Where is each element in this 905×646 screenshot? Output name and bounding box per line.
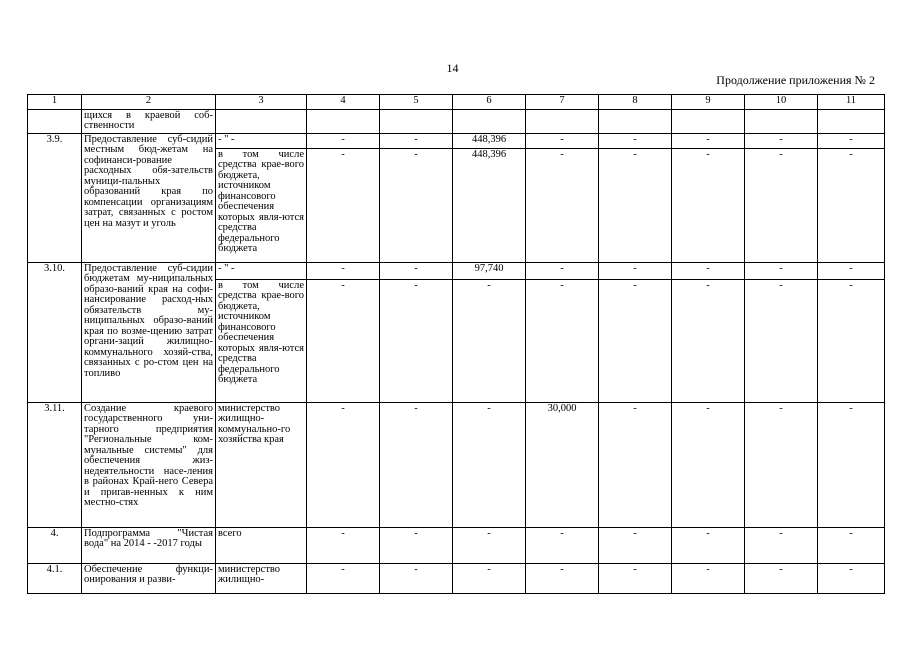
year-value: - [599, 563, 672, 593]
header-cell: 1 [28, 95, 82, 110]
year-value: - [672, 527, 745, 563]
year-value: - [307, 262, 380, 279]
year-value: 97,740 [453, 262, 526, 279]
year-value: - [307, 133, 380, 148]
year-value: - [818, 279, 885, 402]
page-number: 14 [446, 61, 459, 75]
year-value: - [307, 527, 380, 563]
header-row [28, 95, 885, 110]
year-value: - [599, 527, 672, 563]
year-value: - [453, 563, 526, 593]
funding-source: министерство жилищно- [216, 563, 307, 593]
header-cell: 8 [599, 95, 672, 110]
funding-source: в том числе средства крае-вого бюджета, источником финансового обеспечения которых явля-ются средства федерального бюджета [216, 148, 307, 262]
year-value [672, 109, 745, 133]
funding-source: - " - [216, 133, 307, 148]
budget-table [27, 94, 885, 594]
year-value: - [818, 262, 885, 279]
measure-name: Подпрограмма "Чистая вода" на 2014 - -2017 годы [82, 527, 216, 563]
page-crop [0, 606, 905, 646]
year-value: - [745, 563, 818, 593]
continuation-label: Продолжение приложения № 2 [716, 73, 875, 87]
year-value: - [526, 563, 599, 593]
year-value: - [380, 133, 453, 148]
year-value [453, 109, 526, 133]
header-cell: 5 [380, 95, 453, 110]
year-value [599, 109, 672, 133]
year-value: - [672, 402, 745, 527]
year-value: 448,396 [453, 148, 526, 262]
funding-source: - " - [216, 262, 307, 279]
year-value [526, 109, 599, 133]
year-value: - [526, 527, 599, 563]
year-value: - [599, 402, 672, 527]
table-row [28, 133, 885, 148]
header-cell: 9 [672, 95, 745, 110]
year-value: - [745, 527, 818, 563]
table-row [28, 402, 885, 527]
header-cell: 3 [216, 95, 307, 110]
year-value: - [672, 262, 745, 279]
year-value: 30,000 [526, 402, 599, 527]
year-value: - [818, 133, 885, 148]
year-value [818, 109, 885, 133]
row-number: 3.10. [28, 262, 82, 402]
year-value: - [745, 402, 818, 527]
year-value: - [380, 148, 453, 262]
year-value: - [380, 262, 453, 279]
header-cell: 6 [453, 95, 526, 110]
funding-source: министерство жилищно-коммунально-го хозяйства края [216, 402, 307, 527]
year-value: - [307, 279, 380, 402]
year-value: - [453, 527, 526, 563]
year-value: - [818, 402, 885, 527]
funding-source: в том числе средства крае-вого бюджета, источником финансового обеспечения которых явля-ются средства федерального бюджета [216, 279, 307, 402]
year-value: - [453, 402, 526, 527]
year-value: - [818, 148, 885, 262]
year-value: - [745, 148, 818, 262]
measure-name: Создание краевого государственного уни-тарного предприятия "Региональные ком-мунальные системы" для обеспечения жиз-недеятельности насе-ления в районах Край-него Севера и приrав-ненных к ним местно-стях [82, 402, 216, 527]
year-value: - [380, 279, 453, 402]
year-value: - [599, 148, 672, 262]
year-value: - [599, 279, 672, 402]
year-value: - [672, 279, 745, 402]
year-value: - [307, 402, 380, 527]
year-value: - [672, 563, 745, 593]
header-cell: 11 [818, 95, 885, 110]
year-value: 448,396 [453, 133, 526, 148]
year-value: - [380, 402, 453, 527]
table-row [28, 527, 885, 563]
year-value: - [307, 148, 380, 262]
year-value: - [745, 262, 818, 279]
table-row [28, 563, 885, 593]
table-row [28, 262, 885, 279]
measure-name: Обеспечение функци-онирования и разви- [82, 563, 216, 593]
measure-name: Предоставление суб-сидии бюджетам му-ниципальных образо-ваний края на софи-нансирование расход-ных обязательств му-ниципальных образо-ваний края по возме-щению затрат органи-заций жилищно-коммунального хозяй-ства, связанных с ро-стом цен на топливо [82, 262, 216, 402]
year-value: - [599, 133, 672, 148]
funding-source: всего [216, 527, 307, 563]
row-number [28, 109, 82, 133]
measure-name: Предоставление суб-сидий местным бюд-жетам на софинанси-рование расходных обя-зательств муници-пальных образований края по компенсации организациям затрат, связанных с ростом цен на мазут и уголь [82, 133, 216, 262]
year-value: - [453, 279, 526, 402]
row-number: 4.1. [28, 563, 82, 593]
year-value: - [745, 279, 818, 402]
table-row [28, 109, 885, 133]
year-value [307, 109, 380, 133]
year-value: - [672, 133, 745, 148]
row-number: 3.9. [28, 133, 82, 262]
year-value: - [745, 133, 818, 148]
header-cell: 2 [82, 95, 216, 110]
year-value: - [818, 563, 885, 593]
header-cell: 4 [307, 95, 380, 110]
funding-source [216, 109, 307, 133]
year-value: - [818, 527, 885, 563]
year-value: - [672, 148, 745, 262]
row-number: 3.11. [28, 402, 82, 527]
year-value: - [526, 279, 599, 402]
year-value: - [380, 563, 453, 593]
measure-name: щихся в краевой соб-ственности [82, 109, 216, 133]
year-value: - [526, 133, 599, 148]
year-value: - [526, 262, 599, 279]
year-value [380, 109, 453, 133]
year-value: - [307, 563, 380, 593]
header-cell: 10 [745, 95, 818, 110]
row-number: 4. [28, 527, 82, 563]
header-cell: 7 [526, 95, 599, 110]
year-value [745, 109, 818, 133]
year-value: - [380, 527, 453, 563]
year-value: - [599, 262, 672, 279]
year-value: - [526, 148, 599, 262]
